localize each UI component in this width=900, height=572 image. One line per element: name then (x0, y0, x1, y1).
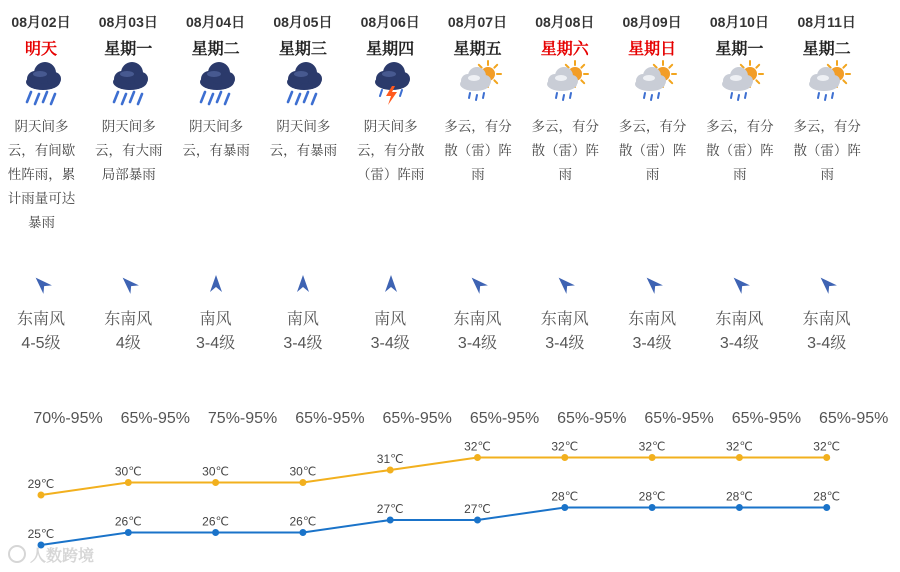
weather-description: 阴天间多云，有间歇性阵雨，累计雨量可达暴雨 (7, 119, 76, 230)
high-temperature-label: 32℃ (551, 439, 579, 454)
date-label: 08月08日 (535, 14, 595, 30)
weather-description: 多云，有分散（雷）阵雨 (444, 119, 512, 182)
heavy-rain-icon (19, 60, 67, 108)
high-temperature-label: 32℃ (638, 439, 666, 454)
date-label: 08月09日 (622, 14, 682, 30)
low-temperature-point (212, 529, 219, 536)
wind-level: 3-4级 (545, 335, 585, 352)
weather-description: 多云，有分散（雷）阵雨 (793, 119, 861, 182)
weather-description: 多云，有分散（雷）阵雨 (618, 119, 687, 182)
wind-level: 3-4级 (283, 335, 323, 352)
weekday-label: 星期二 (191, 41, 240, 58)
wind-direction: 东南风 (16, 311, 65, 328)
forecast-day-5 (347, 0, 434, 400)
high-temperature-label: 29℃ (27, 477, 55, 491)
weather-description: 多云，有分散（雷）阵雨 (531, 119, 600, 182)
weekday-label: 明天 (24, 41, 57, 58)
heavy-rain-icon (106, 60, 154, 108)
wind-level: 3-4级 (457, 335, 498, 352)
low-temperature-point (649, 504, 656, 511)
humidity-range: 65%-95% (819, 410, 889, 427)
weekday-label: 星期六 (540, 41, 589, 58)
high-temperature-label: 31℃ (376, 452, 404, 466)
wind-direction-arrow-icon (729, 273, 751, 295)
watermark-logo-icon (8, 545, 26, 563)
low-temperature-label: 28℃ (813, 489, 841, 504)
high-temperature-point (823, 454, 830, 461)
forecast-day-9 (696, 0, 783, 400)
wind-direction-arrow-icon (816, 273, 838, 295)
high-temperature-line (41, 458, 827, 496)
weather-description: 阴天间多云，有分散（雷）阵雨 (356, 119, 425, 182)
watermark-text: 人数跨境 (30, 548, 95, 565)
high-temperature-label: 30℃ (289, 464, 317, 479)
wind-direction: 东南风 (104, 311, 153, 328)
forecast-day-3 (172, 0, 259, 400)
wind-direction: 南风 (286, 311, 319, 328)
high-temperature-point (474, 454, 481, 461)
high-temperature-label: 30℃ (114, 464, 142, 479)
weather-description: 阴天间多云，有暴雨 (269, 119, 338, 158)
high-temperature-label: 30℃ (202, 464, 230, 479)
heavy-rain-icon (193, 60, 241, 108)
forecast-day-1 (0, 0, 85, 400)
humidity-range: 65%-95% (644, 410, 714, 427)
low-temperature-label: 28℃ (638, 489, 666, 504)
weekday-label: 星期三 (278, 41, 327, 58)
wind-direction-arrow-icon (31, 273, 53, 295)
humidity-range: 65%-95% (120, 410, 190, 427)
low-temperature-point (299, 529, 306, 536)
low-temperature-label: 25℃ (27, 527, 55, 541)
humidity-range: 75%-95% (207, 410, 278, 427)
high-temperature-point (649, 454, 656, 461)
high-temperature-point (387, 467, 394, 474)
date-label: 08月10日 (709, 14, 769, 30)
low-temperature-point (125, 529, 132, 536)
low-temperature-point (387, 517, 394, 524)
wind-direction: 东南风 (540, 311, 589, 328)
low-temperature-label: 27℃ (376, 502, 404, 516)
wind-level: 4级 (115, 335, 141, 352)
date-label: 08月05日 (273, 14, 333, 30)
date-label: 08月11日 (797, 14, 856, 30)
partly-cloudy-rain-icon (804, 60, 852, 108)
wind-level: 3-4级 (196, 335, 236, 352)
weekday-label: 星期四 (366, 41, 415, 58)
date-label: 08月02日 (11, 14, 71, 30)
date-label: 08月07日 (447, 14, 508, 30)
wind-level: 3-4级 (632, 335, 672, 352)
humidity-range: 65%-95% (557, 410, 627, 427)
forecast-day-8 (609, 0, 696, 400)
weekday-label: 星期日 (628, 41, 677, 58)
low-temperature-label: 26℃ (114, 514, 142, 529)
wind-direction: 东南风 (802, 311, 851, 328)
high-temperature-label: 32℃ (464, 439, 491, 454)
forecast-day-6 (434, 0, 521, 400)
humidity-range: 65%-95% (382, 410, 452, 427)
low-temperature-point (823, 504, 830, 511)
wind-level: 4-5级 (21, 335, 61, 352)
wind-direction: 东南风 (453, 311, 502, 328)
humidity-range: 65%-95% (295, 410, 365, 427)
wind-level: 3-4级 (719, 335, 759, 352)
wind-direction-arrow-icon (380, 273, 402, 295)
high-temperature-point (212, 479, 219, 486)
wind-direction-arrow-icon (205, 273, 227, 295)
forecast-day-10 (783, 0, 870, 400)
wind-direction: 东南风 (628, 311, 677, 328)
wind-direction-arrow-icon (292, 273, 314, 295)
watermark (8, 543, 94, 566)
low-temperature-point (474, 517, 481, 524)
partly-cloudy-rain-icon (455, 60, 503, 108)
high-temperature-point (736, 454, 743, 461)
low-temperature-label: 28℃ (551, 489, 579, 504)
partly-cloudy-rain-icon (717, 60, 765, 108)
wind-direction-arrow-icon (118, 273, 140, 295)
temperature-chart (0, 430, 900, 572)
date-label: 08月03日 (98, 14, 158, 30)
wind-direction-arrow-icon (642, 273, 664, 295)
wind-direction: 南风 (374, 311, 407, 328)
low-temperature-point (736, 504, 743, 511)
high-temperature-point (38, 492, 45, 499)
weekday-label: 星期二 (802, 41, 851, 58)
wind-direction-arrow-icon (554, 273, 576, 295)
high-temperature-label: 32℃ (725, 439, 753, 454)
weekday-label: 星期一 (104, 41, 153, 58)
low-temperature-point (561, 504, 568, 511)
low-temperature-label: 26℃ (202, 514, 230, 529)
wind-level: 3-4级 (370, 335, 410, 352)
high-temperature-point (561, 454, 568, 461)
high-temperature-point (125, 479, 132, 486)
weather-description: 阴天间多云，有大雨局部暴雨 (95, 119, 163, 182)
weather-description: 阴天间多云，有暴雨 (182, 119, 250, 158)
low-temperature-label: 27℃ (464, 502, 491, 516)
low-temperature-label: 26℃ (289, 514, 317, 529)
date-label: 08月06日 (360, 14, 420, 30)
forecast-day-4 (259, 0, 346, 400)
low-temperature-label: 28℃ (725, 489, 753, 504)
humidity-range: 65%-95% (731, 410, 802, 427)
weekday-label: 星期一 (715, 41, 764, 58)
partly-cloudy-rain-icon (630, 60, 678, 108)
high-temperature-point (299, 479, 306, 486)
forecast-day-2 (85, 0, 172, 400)
forecast-day-7 (521, 0, 608, 400)
wind-direction: 南风 (199, 311, 232, 328)
humidity-range: 70%-95% (33, 410, 103, 427)
partly-cloudy-rain-icon (542, 60, 590, 108)
low-temperature-line (41, 508, 827, 546)
weather-description: 多云，有分散（雷）阵雨 (706, 119, 774, 182)
weekday-label: 星期五 (453, 41, 502, 58)
heavy-rain-icon (280, 60, 328, 108)
humidity-range: 65%-95% (469, 410, 540, 427)
thunderstorm-icon (368, 60, 416, 108)
date-label: 08月04日 (186, 14, 246, 30)
wind-direction: 东南风 (715, 311, 764, 328)
wind-level: 3-4级 (807, 335, 847, 352)
high-temperature-label: 32℃ (813, 439, 841, 454)
wind-direction-arrow-icon (467, 273, 489, 295)
